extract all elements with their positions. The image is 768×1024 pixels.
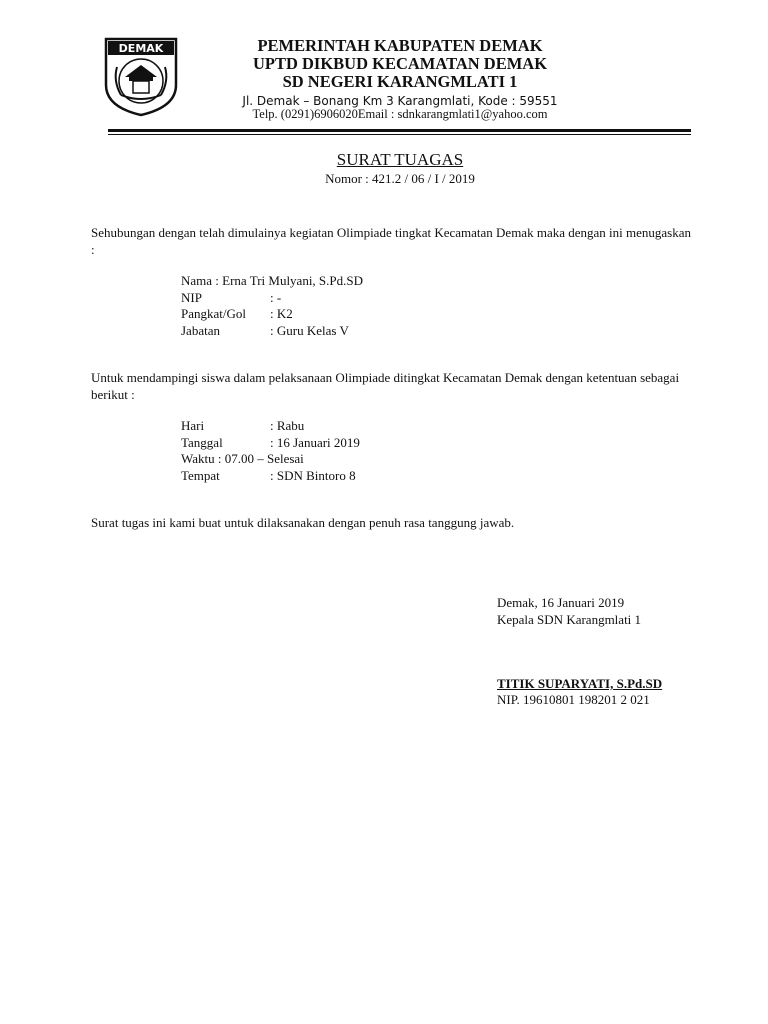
schedule-row — [0, 435, 768, 452]
detail-value: : Guru Kelas V — [270, 322, 349, 338]
schedule-value: : 16 Januari 2019 — [270, 434, 360, 450]
schedule-label: Tempat — [181, 467, 220, 483]
header-line-1: PEMERINTAH KABUPATEN DEMAK — [257, 36, 543, 55]
schedule-row — [0, 418, 768, 435]
logo-text: DEMAK — [118, 42, 164, 55]
detail-row — [0, 306, 768, 323]
signature-name: TITIK SUPARYATI, S.Pd.SD — [497, 676, 663, 691]
detail-value: : - — [270, 289, 282, 305]
signature-position: Kepala SDN Karangmlati 1 — [497, 612, 642, 627]
person-details — [0, 273, 768, 339]
schedule-value: : SDN Bintoro 8 — [270, 467, 356, 483]
detail-row — [0, 273, 768, 290]
detail-row — [0, 290, 768, 307]
schedule-label: Hari — [181, 418, 205, 433]
letter-number: Nomor : 421.2 / 06 / I / 2019 — [325, 171, 475, 186]
closing-paragraph: Surat tugas ini kami buat untuk dilaksanakan dengan penuh rasa tanggung jawab. — [91, 515, 515, 530]
detail-label: NIP — [181, 289, 202, 305]
header-line-2: UPTD DIKBUD KECAMATAN DEMAK — [252, 54, 548, 73]
letter-title: SURAT TUAGAS — [336, 150, 464, 169]
detail-value: : K2 — [270, 306, 293, 321]
schedule-value: : Rabu — [270, 418, 305, 433]
header-rule-thin — [108, 134, 691, 135]
signature-place-date: Demak, 16 Januari 2019 — [497, 595, 625, 610]
demak-emblem-logo — [103, 37, 179, 117]
detail-row — [0, 323, 768, 340]
detail-label: Jabatan — [181, 322, 220, 338]
schedule-label: Tanggal — [181, 434, 223, 450]
header-contact: Telp. (0291)6906020Email : sdnkarangmlati1@yahoo.com — [252, 107, 548, 121]
detail-label: Nama : Erna Tri Mulyani, S.Pd.SD — [181, 273, 364, 288]
purpose-paragraph: Untuk mendampingi siswa dalam pelaksanaan Olimpiade ditingkat Kecamatan Demak dengan ketentuan sebagai berikut : — [91, 370, 680, 402]
detail-label: Pangkat/Gol — [181, 306, 246, 321]
schedule-details — [0, 418, 768, 484]
schedule-row — [0, 468, 768, 485]
signature-nip: NIP. 19610801 198201 2 021 — [497, 692, 650, 707]
header-address: Jl. Demak – Bonang Km 3 Karangmlati, Kode : 59551 — [242, 94, 558, 108]
schedule-row — [0, 451, 768, 468]
header-rule-thick — [108, 129, 691, 132]
schedule-label: Waktu : 07.00 – Selesai — [181, 451, 304, 466]
header-line-3: SD NEGERI KARANGMLATI 1 — [282, 72, 518, 91]
intro-paragraph: Sehubungan dengan telah dimulainya kegiatan Olimpiade tingkat Kecamatan Demak maka dengan ini menugaskan : — [91, 225, 691, 257]
